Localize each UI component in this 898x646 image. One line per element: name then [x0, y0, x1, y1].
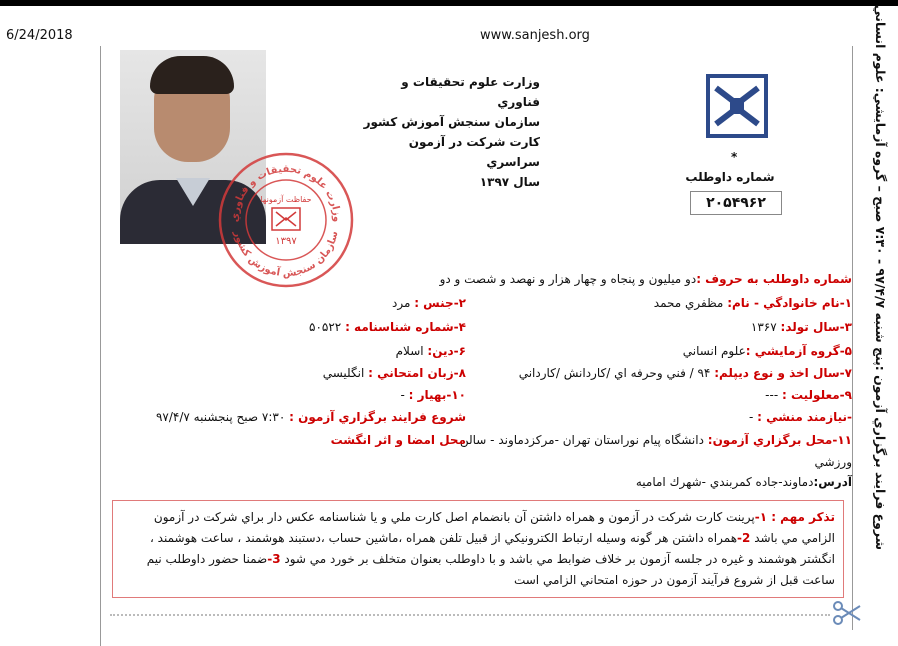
venue-row [460, 433, 852, 447]
birth-row [751, 320, 852, 334]
semester-value: - [400, 388, 409, 402]
important-notice [112, 500, 844, 598]
number-words-label: شماره داوطلب به حروف : [696, 272, 852, 286]
religion-value: اسلام [395, 344, 428, 358]
name-label: ۱-نام خانوادگي - نام: [727, 296, 852, 310]
sanjesh-logo-icon [706, 74, 768, 138]
print-date: 6/24/2018 [6, 28, 73, 43]
name-row [654, 296, 852, 310]
organization-name: سازمان سنجش آموزش كشور [363, 115, 540, 129]
notice-title: تذكر مهم : ۱- [754, 510, 835, 524]
semester-row [400, 388, 466, 402]
notice-num-3: 3- [267, 552, 281, 566]
gender-value: مرد [391, 296, 415, 310]
side-banner-text: شروع فرايند برگزاري آزمون :پنج شنبه ۹۷/۴/۷ - ۷:۳۰ صبح – گروه آزمايشي: علوم انساني [873, 4, 888, 550]
venue-value: دانشگاه پيام نوراستان تهران -مركزدماوند - سالن [459, 433, 708, 447]
start-row [156, 410, 466, 424]
group-value: علوم انساني [682, 344, 746, 358]
venue-value-2: ورزشي [814, 455, 852, 469]
secretary-value: - [748, 410, 758, 424]
candidate-number-value: ۲۰۵۴۹۶۲ [690, 191, 782, 215]
notice-item-3: ضمنا حضور داوطلب نيم ساعت قبل از شروع فرآيند آزمون در حوزه امتحاني الزامي است [146, 552, 835, 587]
stamp-bottom-text: سازمان سنجش آموزش كشور [231, 229, 341, 280]
notice-text [121, 507, 835, 591]
group-label: ۵-گروه آزمايشي : [745, 344, 852, 358]
disability-row [765, 388, 852, 402]
number-words-value: دو ميليون و پنجاه و چهار هزار و نهصد و شصت و دو [439, 272, 697, 286]
notice-item-1: پرينت كارت شركت در آزمون و همراه داشتن آن بانضمام اصل كارت ملي و يا شناسنامه عكس دار براي شركت در آزمون الزامي مي باشد [153, 510, 835, 545]
venue-label: ۱۱-محل برگزاري آزمون: [707, 433, 852, 447]
language-label: ۸-زبان امتحاني : [368, 366, 466, 380]
gender-label: ۲-جنس : [414, 296, 466, 310]
card-divider [852, 46, 853, 630]
official-stamp [216, 150, 356, 290]
id-label: ۴-شماره شناسنامه : [345, 320, 466, 334]
language-value: انگليسي [322, 366, 369, 380]
id-row [309, 320, 466, 334]
candidate-star: * [731, 150, 738, 164]
venue-row-2 [815, 455, 852, 469]
stamp-top-text: وزارت علوم تحقيقات و فناوري [229, 163, 343, 223]
side-banner [854, 4, 894, 550]
card-title: كارت شركت در آزمون سراسري [408, 135, 540, 169]
diploma-row [519, 366, 852, 380]
page-url: www.sanjesh.org [480, 28, 590, 43]
secretary-label: -نيازمند منشي : [757, 410, 852, 424]
address-label: آدرس: [813, 475, 852, 489]
diploma-value: ۹۴ / فني وحرفه اي /كاردانش /كارداني [518, 366, 715, 380]
start-label: شروع فرايند برگزاري آزمون : [289, 410, 466, 424]
signature-row [331, 433, 466, 447]
name-value: مظفري محمد [653, 296, 728, 310]
birth-value: ۱۳۶۷ [750, 320, 781, 334]
disability-label: ۹-معلوليت : [781, 388, 852, 402]
diploma-label: ۷-سال اخذ و نوع ديپلم: [714, 366, 852, 380]
candidate-number-label: شماره داوطلب [685, 170, 775, 184]
start-value: ۷:۳۰ صبح پنجشنبه ۹۷/۴/۷ [155, 410, 290, 424]
address-value: دماوند-جاده كمربندي -شهرك اماميه [635, 475, 814, 489]
stamp-inner-text: حفاظت آزمونها [260, 195, 312, 204]
gender-row [392, 296, 466, 310]
birth-label: ۳-سال تولد: [780, 320, 852, 334]
address-row [636, 475, 852, 489]
notice-num-2: 2- [737, 531, 751, 545]
stamp-year: ۱۳۹۷ [275, 236, 297, 247]
top-border [0, 0, 898, 6]
card-year: سال ۱۳۹۷ [479, 175, 540, 189]
cut-line [110, 614, 830, 616]
scissors-icon [832, 600, 862, 626]
disability-value: --- [765, 388, 782, 402]
id-value: ۵۰۵۲۲ [309, 320, 346, 334]
group-row [683, 344, 852, 358]
religion-row [396, 344, 466, 358]
semester-label: ۱۰-بهيار : [408, 388, 466, 402]
secretary-row [749, 410, 852, 424]
signature-label: محل امضا و اثر انگشت [330, 433, 466, 447]
ministry-name: وزارت علوم تحقيقات و فناوري [401, 75, 540, 109]
religion-label: ۶-دين: [427, 344, 466, 358]
number-words-row [440, 272, 852, 286]
language-row [323, 366, 466, 380]
card-header [360, 72, 540, 192]
notice-item-2: همراه داشتن هر گونه وسيله ارتباط الكترونيكي از قبيل تلفن همراه ،ماشين حساب ،دستبند هوشمند ، ساعت هوشمند ، انگشتر هوشمند و غيره در جلسه آزمون بر خلاف ضوابط مي باشد و با داوطلب بعنوان متخلف بر خورد مي شود [149, 531, 835, 566]
